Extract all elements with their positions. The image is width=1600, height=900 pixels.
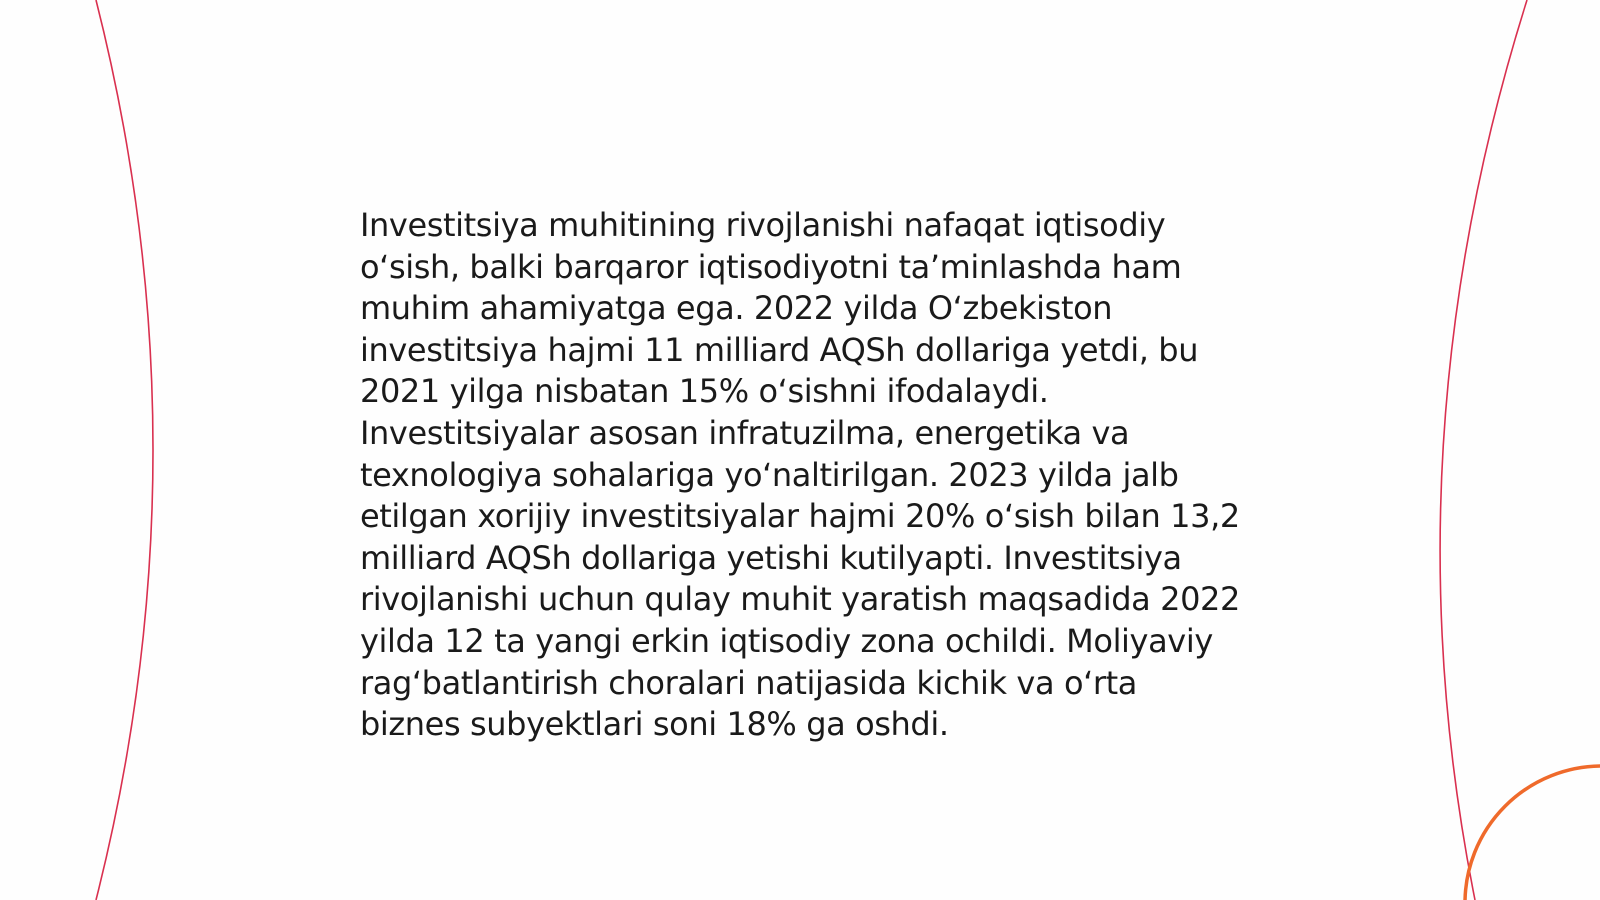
accent-circle [1465,766,1600,900]
right-arc-line [1440,0,1527,900]
body-paragraph: Investitsiya muhitining rivojlanishi nafaqat iqtisodiy o‘sish, balki barqaror iqtisodiyotni ta’minlashda ham muhim ahamiyatga ega. 2022 yilda O‘zbekiston investitsiya hajmi 11 milliard AQSh dollariga yetdi, bu 2021 yilga nisbatan 15% o‘sishni ifodalaydi. Investitsiyalar asosan infratuzilma, energetika va texnologiya sohalariga yo‘naltirilgan. 2023 yilda jalb etilgan xorijiy investitsiyalar hajmi 20% o‘sish bilan 13,2 milliard AQSh dollariga yetishi kutilyapti. Investitsiya rivojlanishi uchun qulay muhit yaratish maqsadida 2022 yilda 12 ta yangi erkin iqtisodiy zona ochildi. Moliyaviy rag‘batlantirish choralari natijasida kichik va o‘rta biznes subyektlari soni 18% ga oshdi. [360,206,1240,744]
left-arc-line [96,0,153,900]
